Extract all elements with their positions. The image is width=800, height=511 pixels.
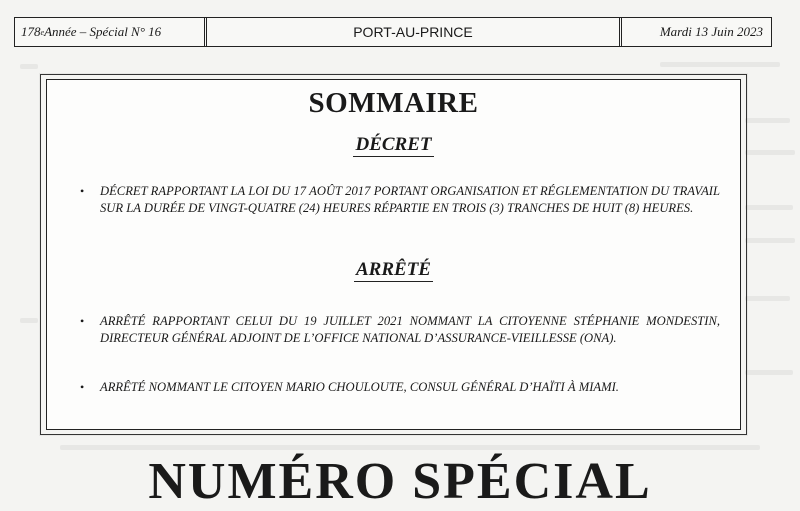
section-heading-text: DÉCRET xyxy=(355,134,432,155)
section-heading-text: ARRÊTÉ xyxy=(356,259,431,280)
gazette-header xyxy=(14,17,772,47)
issue-date: Mardi 13 Juin 2023 xyxy=(659,24,763,39)
summary-box xyxy=(46,79,741,430)
issue-info xyxy=(15,18,207,46)
summary-entry-text: ARRÊTÉ NOMMANT LE CITOYEN MARIO CHOULOUTE, CONSUL GÉNÉRAL D’HAÏTI À MIAMI. xyxy=(100,380,619,394)
issue-label: Année – Spécial N° 16 xyxy=(44,24,162,39)
summary-entry xyxy=(80,183,720,217)
summary-entry xyxy=(80,313,720,347)
summary-entry xyxy=(80,379,720,396)
special-issue-banner: NUMÉRO SPÉCIAL xyxy=(148,453,652,510)
year-ordinal-suffix: e xyxy=(40,27,45,37)
year-number: 178 xyxy=(21,24,41,39)
city-label: PORT-AU-PRINCE xyxy=(207,18,622,46)
bullet-icon: • xyxy=(80,380,85,394)
summary-entry-text: DÉCRET RAPPORTANT LA LOI DU 17 AOÛT 2017 PORTANT ORGANISATION ET RÉGLEMENTATION DU TRAVAIL SUR LA DURÉE DE VINGT-QUATRE (24) HEURES RÉPARTIE EN TROIS (3) TRANCHES DE HUIT (8) HEURES. xyxy=(100,184,720,215)
bullet-icon: • xyxy=(80,314,85,328)
section-heading-decret xyxy=(46,134,741,156)
summary-entry-text: ARRÊTÉ RAPPORTANT CELUI DU 19 JUILLET 2021 NOMMANT LA CITOYENNE STÉPHANIE MONDESTIN, DIRECTEUR GÉNÉRAL ADJOINT DE L’OFFICE NATIONAL D’ASSURANCE-VIEILLESSE (ONA). xyxy=(100,314,720,345)
summary-title: SOMMAIRE xyxy=(308,87,479,119)
bullet-icon: • xyxy=(80,184,85,198)
section-heading-arrete xyxy=(46,259,741,281)
